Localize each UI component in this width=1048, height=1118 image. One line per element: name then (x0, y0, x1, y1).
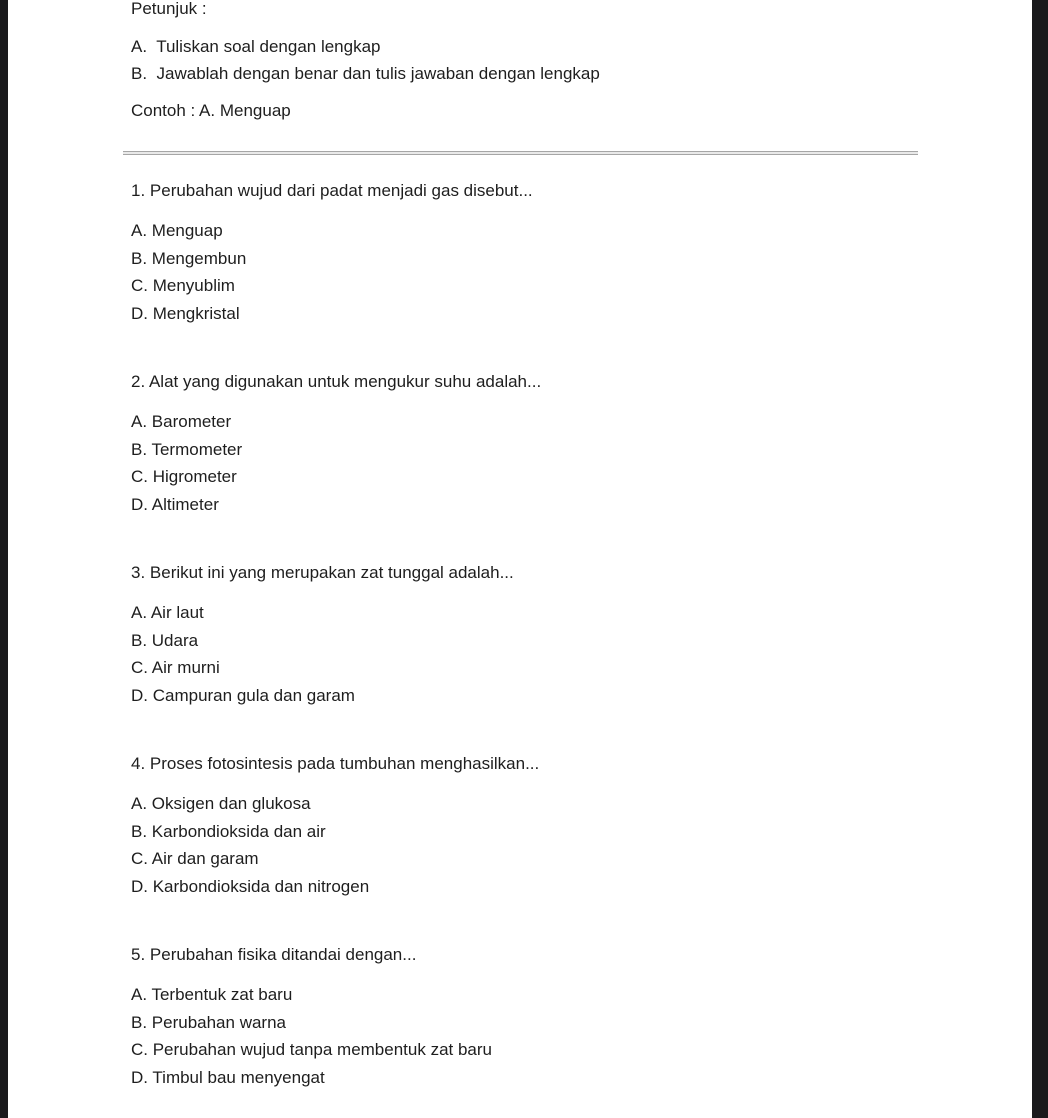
instruction-item-a: A. Tuliskan soal dengan lengkap (131, 36, 381, 56)
option-d: D. Mengkristal (131, 303, 240, 323)
question-block (131, 368, 988, 518)
question-text: 3. Berikut ini yang merupakan zat tunggal adalah... (131, 563, 514, 582)
horizontal-rule (123, 151, 918, 155)
option-c: C. Perubahan wujud tanpa membentuk zat baru (131, 1040, 493, 1059)
question-text: 4. Proses fotosintesis pada tumbuhan menghasilkan... (131, 754, 540, 773)
question-text: 1. Perubahan wujud dari padat menjadi gas disebut... (131, 181, 533, 200)
option-c: C. Menyublim (131, 276, 235, 295)
right-black-border (1032, 0, 1048, 1118)
option-b: B. Perubahan warna (131, 1012, 286, 1032)
option-b: B. Udara (131, 630, 199, 650)
question-text: 5. Perubahan fisika ditandai dengan... (131, 945, 417, 964)
left-black-border (0, 0, 8, 1118)
option-b: B. Mengembun (131, 248, 247, 268)
option-b: B. Termometer (131, 439, 243, 459)
option-b: B. Karbondioksida dan air (131, 821, 326, 841)
option-d: D. Timbul bau menyengat (131, 1067, 325, 1087)
question-block (131, 941, 988, 1091)
option-d: D. Campuran gula dan garam (131, 685, 355, 705)
option-a: A. Menguap (131, 221, 223, 240)
question-text: 2. Alat yang digunakan untuk mengukur suhu adalah... (131, 372, 542, 391)
question-block (131, 559, 988, 709)
option-a: A. Air laut (131, 603, 204, 622)
option-c: C. Air dan garam (131, 849, 259, 868)
option-a: A. Terbentuk zat baru (131, 985, 293, 1004)
option-c: C. Air murni (131, 658, 220, 677)
instruction-item-b: B. Jawablah dengan benar dan tulis jawaban dengan lengkap (131, 64, 600, 83)
option-d: D. Altimeter (131, 494, 219, 514)
option-a: A. Oksigen dan glukosa (131, 794, 311, 813)
option-c: C. Higrometer (131, 467, 237, 486)
example-line: Contoh : A. Menguap (131, 100, 291, 120)
instructions-title: Petunjuk : (131, 0, 207, 18)
question-block (131, 750, 988, 900)
question-block (131, 177, 988, 327)
option-d: D. Karbondioksida dan nitrogen (131, 876, 370, 896)
document-page (131, 0, 988, 1091)
option-a: A. Barometer (131, 412, 232, 431)
